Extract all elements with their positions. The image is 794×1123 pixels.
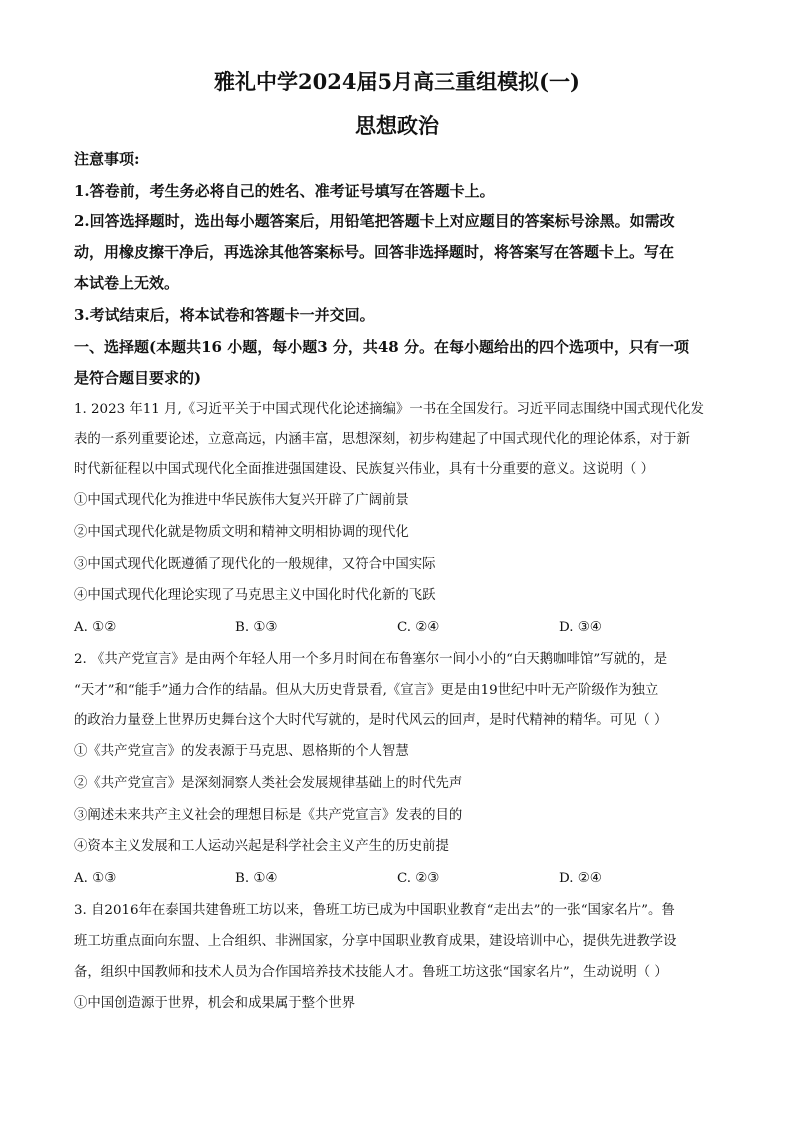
exam-title: 雅礼中学2024届5月高三重组模拟(一) [214, 69, 580, 94]
q1-option-b[interactable]: B. ①③ [235, 620, 278, 635]
q1-statement: ③中国式现代化既遵循了现代化的一般规律，又符合中国实际 [74, 557, 436, 572]
q2-stem-line: 的政治力量登上世界历史舞台这个大时代写就的，是时代风云的回声，是时代精神的精华。可见（ ） [74, 713, 668, 728]
q1-option-c[interactable]: C. ②④ [397, 620, 440, 635]
q2-statement: ③阐述未来共产主义社会的理想目标是《共产党宣言》发表的目的 [74, 808, 463, 823]
q1-option-a[interactable]: A. ①② [74, 620, 117, 635]
q3-stem-line: 3. 自2016年在泰国共建鲁班工坊以来，鲁班工坊已成为中国职业教育“走出去”的一张“国家名片”。鲁 [74, 903, 675, 918]
q2-option-b[interactable]: B. ①④ [235, 871, 278, 886]
q1-options [74, 618, 724, 638]
q3-stem-line: 班工坊重点面向东盟、上合组织、非洲国家，分享中国职业教育成果，建设培训中心，提供先进教学设 [74, 934, 677, 949]
notice-line: 本试卷上无效。 [74, 274, 180, 292]
notice-heading: 注意事项: [74, 150, 140, 168]
q3-stem-line: 备，组织中国教师和技术人员为合作国培养技术技能人才。鲁班工坊这张“国家名片”，生动说明（ ） [74, 965, 668, 980]
q1-stem-line: 时代新征程以中国式现代化全面推进强国建设、民族复兴伟业，具有十分重要的意义。这说明（ ） [74, 462, 655, 477]
notice-line: 3.考试结束后，将本试卷和答题卡一并交回。 [74, 306, 375, 324]
q2-statement: ②《共产党宣言》是深刻洞察人类社会发展规律基础上的时代先声 [74, 776, 463, 791]
q1-statement: ②中国式现代化就是物质文明和精神文明相协调的现代化 [74, 525, 409, 540]
q2-stem-line: 2. 《共产党宣言》是由两个年轻人用一个多月时间在布鲁塞尔一间小小的“白天鹅咖啡馆”写就的，是 [74, 652, 668, 667]
q1-statement: ①中国式现代化为推进中华民族伟大复兴开辟了广阔前景 [74, 493, 409, 508]
q1-option-d[interactable]: D. ③④ [559, 620, 602, 635]
q2-option-a[interactable]: A. ①③ [74, 871, 117, 886]
notice-line: 1.答卷前，考生务必将自己的姓名、准考证号填写在答题卡上。 [74, 182, 495, 200]
q2-options [74, 869, 724, 889]
q2-statement: ①《共产党宣言》的发表源于马克思、恩格斯的个人智慧 [74, 744, 409, 759]
subject-title: 思想政治 [355, 113, 439, 138]
q3-statement: ①中国创造源于世界，机会和成果属于整个世界 [74, 996, 356, 1011]
q2-stem-line: “天才”和“能手”通力合作的结晶。但从大历史背景看,《宣言》更是由19世纪中叶无产阶级作为独立 [74, 683, 659, 698]
section-heading: 一、选择题(本题共16 小题，每小题3 分，共48 分。在每小题给出的四个选项中，只有一项 [74, 338, 689, 356]
q1-statement: ④中国式现代化理论实现了马克思主义中国化时代化新的飞跃 [74, 588, 436, 603]
q2-statement: ④资本主义发展和工人运动兴起是科学社会主义产生的历史前提 [74, 839, 449, 854]
q1-stem-line: 表的一系列重要论述，立意高远，内涵丰富，思想深刻，初步构建起了中国式现代化的理论体系，对于新 [74, 432, 690, 447]
notice-line: 2.回答选择题时，选出每小题答案后，用铅笔把答题卡上对应题目的答案标号涂黑。如需改 [74, 212, 675, 230]
q2-option-c[interactable]: C. ②③ [397, 871, 440, 886]
section-heading-cont: 是符合题目要求的) [74, 369, 202, 387]
q2-option-d[interactable]: D. ②④ [559, 871, 602, 886]
notice-line: 动，用橡皮擦干净后，再选涂其他答案标号。回答非选择题时，将答案写在答题卡上。写在 [74, 243, 675, 261]
q1-stem-line: 1. 2023 年11 月,《习近平关于中国式现代化论述摘编》一书在全国发行。习近平同志围绕中国式现代化发 [74, 402, 704, 417]
